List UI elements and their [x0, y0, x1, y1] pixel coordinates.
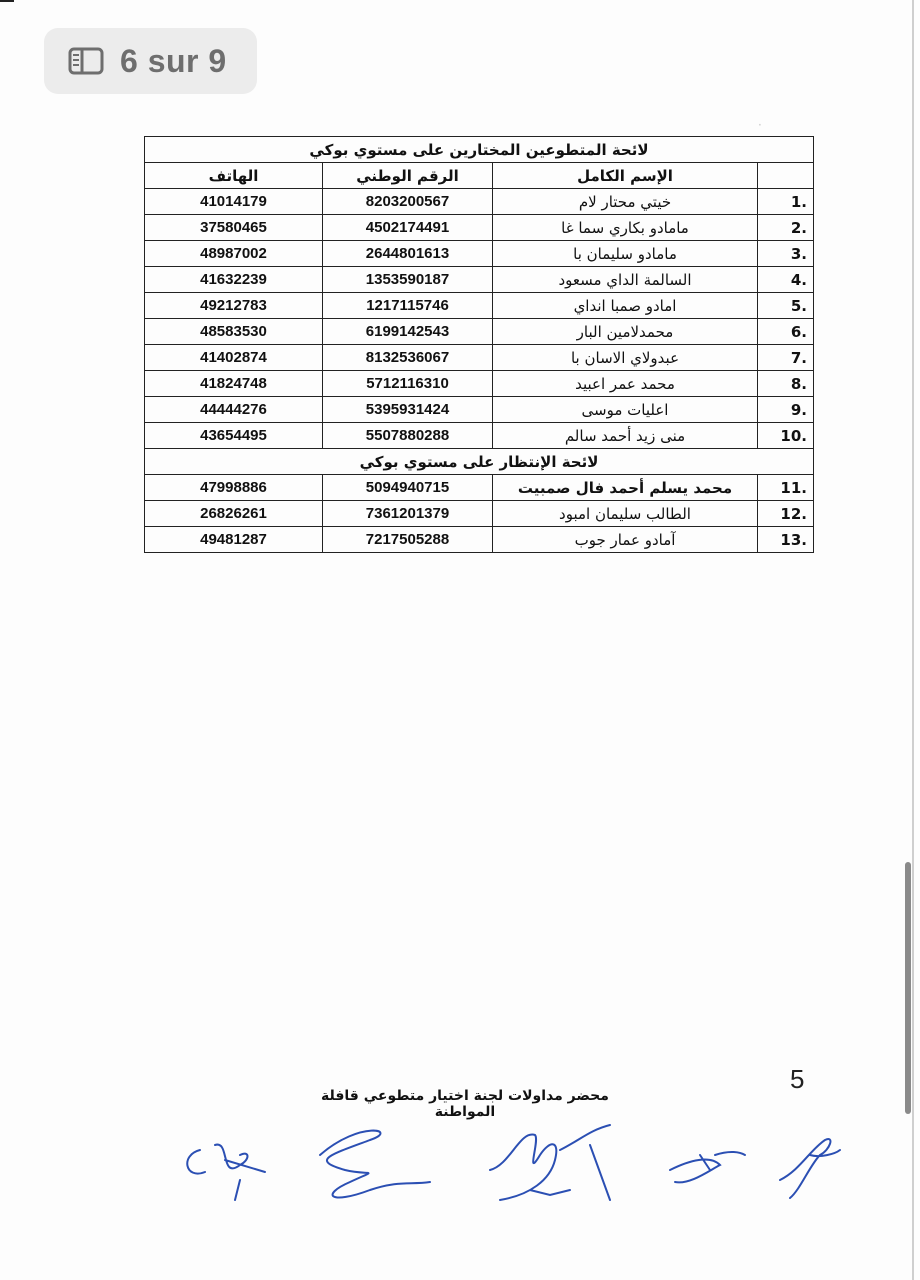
signature-2: [320, 1131, 430, 1198]
table-row: [145, 189, 814, 215]
row-phone: 41014179: [145, 189, 323, 215]
row-national-id: 6199142543: [323, 319, 493, 345]
row-number: 1.: [758, 189, 814, 215]
table-row: [145, 293, 814, 319]
table-row: [145, 241, 814, 267]
row-number: 3.: [758, 241, 814, 267]
signature-1: [187, 1145, 265, 1200]
selected-list-title: لائحة المتطوعين المختارين على مستوي بوكي: [145, 137, 814, 163]
row-name: عبدولاي الاسان با: [493, 345, 758, 371]
row-national-id: 1353590187: [323, 267, 493, 293]
row-phone: 48583530: [145, 319, 323, 345]
sidebar-icon: [68, 47, 104, 75]
row-national-id: 5712116310: [323, 371, 493, 397]
row-national-id: 1217115746: [323, 293, 493, 319]
waiting-list-title: لائحة الإنتظار على مستوي بوكي: [145, 449, 814, 475]
row-national-id: 5094940715: [323, 475, 493, 501]
row-name: الطالب سليمان امبود: [493, 501, 758, 527]
row-name: محمد عمر اعبيد: [493, 371, 758, 397]
row-phone: 41402874: [145, 345, 323, 371]
row-name: مامادو بكاري سما غا: [493, 215, 758, 241]
row-phone: 48987002: [145, 241, 323, 267]
table-row: [145, 371, 814, 397]
page-indicator[interactable]: [44, 28, 257, 94]
signature-3: [490, 1125, 610, 1200]
selected-title-row: [145, 137, 814, 163]
row-national-id: 5395931424: [323, 397, 493, 423]
row-name: امادو صمبا انداي: [493, 293, 758, 319]
row-national-id: 7217505288: [323, 527, 493, 553]
signature-4: [670, 1152, 745, 1182]
row-name: منى زيد أحمد سالم: [493, 423, 758, 449]
row-number: 4.: [758, 267, 814, 293]
row-number: 6.: [758, 319, 814, 345]
row-name: خيتي محتار لام: [493, 189, 758, 215]
table-row: [145, 319, 814, 345]
row-number: 10.: [758, 423, 814, 449]
page-indicator-label: 6 sur 9: [120, 42, 227, 79]
table-row: [145, 345, 814, 371]
signatures: [170, 1110, 850, 1210]
row-phone: 26826261: [145, 501, 323, 527]
header-phone: الهاتف: [145, 163, 323, 189]
header-name: الإسم الكامل: [493, 163, 758, 189]
table-row: [145, 501, 814, 527]
row-number: 9.: [758, 397, 814, 423]
table-row: [145, 423, 814, 449]
row-national-id: 2644801613: [323, 241, 493, 267]
page-number: 5: [790, 1064, 805, 1094]
row-number: 5.: [758, 293, 814, 319]
row-phone: 49212783: [145, 293, 323, 319]
table-row: [145, 527, 814, 553]
waiting-title-row: [145, 449, 814, 475]
row-name: محمد يسلم أحمد فال صمبيت: [493, 475, 758, 501]
row-name: آمادو عمار جوب: [493, 527, 758, 553]
row-phone: 41632239: [145, 267, 323, 293]
row-number: 12.: [758, 501, 814, 527]
row-number: 13.: [758, 527, 814, 553]
row-number: 11.: [758, 475, 814, 501]
row-national-id: 5507880288: [323, 423, 493, 449]
row-name: مامادو سليمان با: [493, 241, 758, 267]
row-number: 7.: [758, 345, 814, 371]
page-edge: [912, 0, 914, 1280]
table-row: [145, 397, 814, 423]
signature-5: [780, 1139, 840, 1198]
row-name: السالمة الداي مسعود: [493, 267, 758, 293]
header-nid: الرقم الوطني: [323, 163, 493, 189]
row-national-id: 8132536067: [323, 345, 493, 371]
row-national-id: 8203200567: [323, 189, 493, 215]
header-num: [758, 163, 814, 189]
row-number: 2.: [758, 215, 814, 241]
row-phone: 41824748: [145, 371, 323, 397]
row-national-id: 7361201379: [323, 501, 493, 527]
row-phone: 47998886: [145, 475, 323, 501]
footer-title: محضر مداولات لجنة اختيار متطوعي قافلة المواطنة: [321, 1088, 609, 1120]
row-phone: 43654495: [145, 423, 323, 449]
volunteers-table: [144, 136, 814, 553]
row-name: محمدلامين البار: [493, 319, 758, 345]
page-top-mark: [0, 0, 14, 2]
row-national-id: 4502174491: [323, 215, 493, 241]
table-row: [145, 267, 814, 293]
row-name: اعليات موسى: [493, 397, 758, 423]
row-phone: 37580465: [145, 215, 323, 241]
table-row: [145, 215, 814, 241]
row-phone: 49481287: [145, 527, 323, 553]
table-row: [145, 475, 814, 501]
scan-speck: ·: [758, 118, 762, 132]
header-row: [145, 163, 814, 189]
scrollbar[interactable]: [905, 862, 911, 1114]
row-phone: 44444276: [145, 397, 323, 423]
row-number: 8.: [758, 371, 814, 397]
